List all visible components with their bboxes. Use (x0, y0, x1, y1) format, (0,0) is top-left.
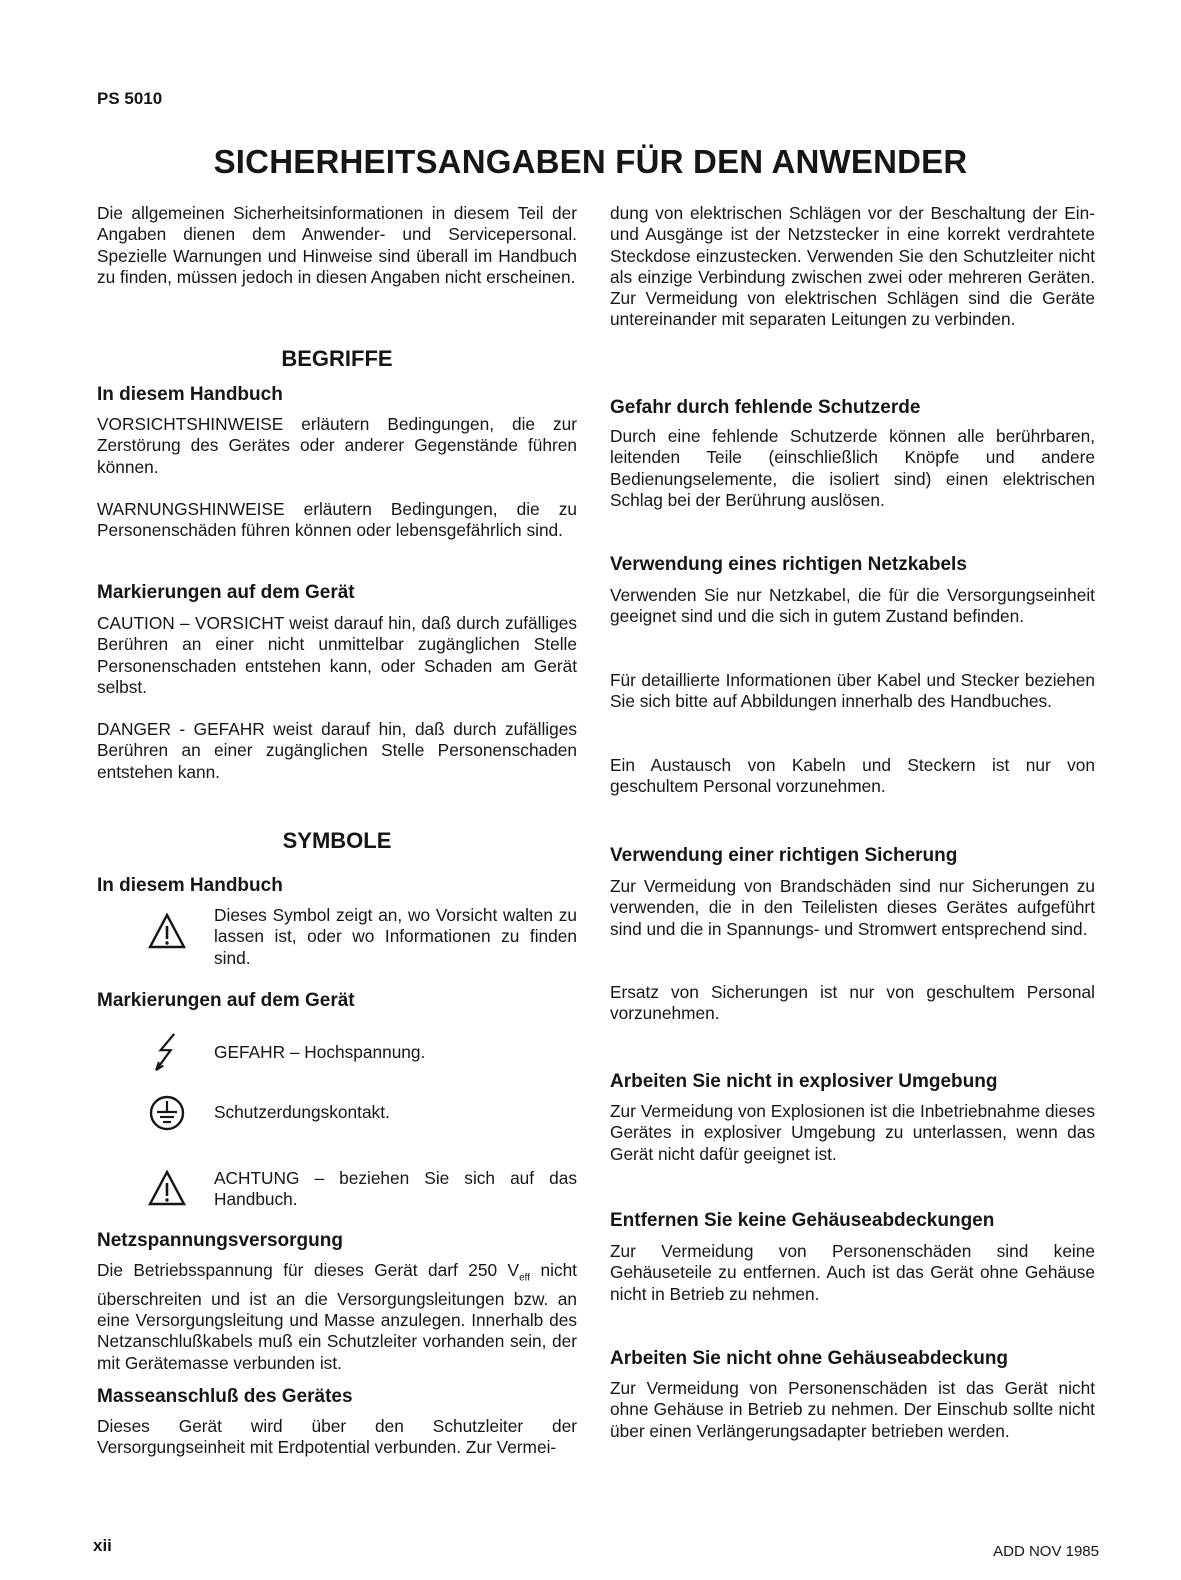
symbole-handbuch-heading: In diesem Handbuch (97, 875, 283, 896)
schutzerde-paragraph: Durch eine fehlende Schutzerde können alle berührbaren, leitenden Teile (einschließlich Knöpfe und andere Bedienungselemente, die isoliert sind) einen elektrischen Schlag bei der Berührung auslösen. (610, 426, 1095, 510)
explosiv-heading: Arbeiten Sie nicht in explosiver Umgebung (610, 1071, 998, 1092)
schutzerde-heading: Gefahr durch fehlende Schutzerde (610, 397, 921, 418)
sicherung-paragraph-1: Zur Vermeidung von Brandschäden sind nur Sicherungen zu verwenden, die in den Teilelisten dieses Gerätes aufgeführt sind und die in Spannungs- und Stromwert entsprechend sind. (610, 876, 1095, 939)
netzkabel-paragraph-1: Verwenden Sie nur Netzkabel, die für die Versorgungseinheit geeignet sind und die sich in gutem Zustand befinden. (610, 585, 1095, 627)
caution-triangle-icon (147, 911, 187, 951)
netzkabel-paragraph-3: Ein Austausch von Kabeln und Steckern ist nur von geschultem Personal vorzunehmen. (610, 755, 1095, 797)
gehaeuseabdeckungen-heading: Entfernen Sie keine Gehäuseabdeckungen (610, 1210, 995, 1231)
gehaeuseabdeckung-heading: Arbeiten Sie nicht ohne Gehäuseabdeckung (610, 1348, 1009, 1369)
symbole-markierungen-heading: Markierungen auf dem Gerät (97, 990, 355, 1011)
danger-paragraph: DANGER - GEFAHR weist darauf hin, daß durch zufälliges Berühren an einer zugänglichen Stelle Personenschaden entstehen kann. (97, 719, 577, 782)
symbol-achtung-row (147, 1166, 577, 1212)
symbol-ground-text: Schutzerdungskontakt. (214, 1102, 390, 1122)
vorsicht-paragraph: VORSICHTSHINWEISE erläutern Bedingungen, die zur Zerstörung des Gerätes oder anderer Gegenstände führen können. (97, 414, 577, 477)
symbol-high-voltage-row (147, 1030, 577, 1078)
masseanschluss-heading: Masseanschluß des Gerätes (97, 1386, 353, 1407)
gehaeuseabdeckung-paragraph: Zur Vermeidung von Personenschäden ist das Gerät nicht ohne Gehäuse in Betrieb zu nehmen. Der Einschub sollte nicht über einen Verlängerungsadapter betrieben werden. (610, 1378, 1095, 1441)
netzspannung-heading: Netzspannungsversorgung (97, 1230, 343, 1251)
masseanschluss-continued-paragraph: dung von elektrischen Schlägen vor der Beschaltung der Ein- und Ausgänge ist der Netzstecker in eine korrekt verdrahtete Steckdose einzustecken. Verwenden Sie den Schutzleiter nicht als einzige Verbindung zwischen zwei oder mehreren Geräten. Zur Vermeidung von elektrischen Schlägen sind die Geräte untereinander mit separaten Leitungen zu verbinden. (610, 203, 1095, 330)
document-id: PS 5010 (97, 89, 163, 108)
masseanschluss-paragraph: Dieses Gerät wird über den Schutzleiter der Versorgungseinheit mit Erdpotential verbunden. Zur Vermei- (97, 1416, 577, 1458)
symbol-caution-row (147, 905, 577, 969)
caution-paragraph: CAUTION – VORSICHT weist darauf hin, daß durch zufälliges Berühren an einer nicht unmittelbar zugänglichen Stelle Personenschaden entstehen kann, oder Schaden am Gerät selbst. (97, 613, 577, 697)
page-number: xii (93, 1536, 112, 1555)
caution-triangle-icon (147, 1168, 187, 1208)
symbol-caution-text: Dieses Symbol zeigt an, wo Vorsicht walten zu lassen ist, oder wo Informationen zu finden sind. (214, 905, 577, 968)
netzkabel-heading: Verwendung eines richtigen Netzkabels (610, 554, 967, 575)
markierungen-heading: Markierungen auf dem Gerät (97, 582, 355, 603)
section-begriffe-heading: BEGRIFFE (281, 346, 393, 371)
page-title: SICHERHEITSANGABEN FÜR DEN ANWENDER (213, 143, 968, 180)
sicherung-paragraph-2: Ersatz von Sicherungen ist nur von geschultem Personal vorzunehmen. (610, 982, 1095, 1024)
warnung-paragraph: WARNUNGSHINWEISE erläutern Bedingungen, die zu Personenschäden führen können oder lebensgefährlich sind. (97, 499, 577, 541)
explosiv-paragraph: Zur Vermeidung von Explosionen ist die Inbetriebnahme dieses Gerätes in explosiver Umgebung zu unterlassen, wenn das Gerät nicht dafür geeignet ist. (610, 1101, 1095, 1164)
revision-date: ADD NOV 1985 (993, 1543, 1099, 1560)
high-voltage-icon (147, 1032, 187, 1072)
netzspannung-paragraph: Die Betriebsspannung für dieses Gerät darf 250 $V_{eff}$ nicht überschreiten und ist an die Versorgungsleitungen bzw. an eine Versorgungsleitung und Masse anzulegen. Innerhalb des Netzanschlußkabels muß ein Schutzleiter vorhanden sein, der mit Gerätemasse verbunden ist. (97, 1260, 577, 1373)
symbol-high-voltage-text: GEFAHR – Hochspannung. (214, 1042, 426, 1062)
protective-ground-icon (147, 1093, 187, 1133)
netzkabel-paragraph-2: Für detaillierte Informationen über Kabel und Stecker beziehen Sie sich bitte auf Abbildungen innerhalb des Handbuches. (610, 670, 1095, 712)
symbol-ground-row (147, 1093, 577, 1133)
symbol-achtung-text: ACHTUNG – beziehen Sie sich auf das Handbuch. (214, 1168, 577, 1210)
handbuch-heading: In diesem Handbuch (97, 384, 283, 405)
intro-paragraph: Die allgemeinen Sicherheitsinformationen in diesem Teil der Angaben dienen dem Anwender- und Servicepersonal. Spezielle Warnungen und Hinweise sind überall im Handbuch zu finden, müssen jedoch in diesen Angaben nicht erscheinen. (97, 203, 577, 287)
gehaeuseabdeckungen-paragraph: Zur Vermeidung von Personenschäden sind keine Gehäuseteile zu entfernen. Auch ist das Gerät ohne Gehäuse nicht in Betrieb zu nehmen. (610, 1241, 1095, 1304)
section-symbole-heading: SYMBOLE (282, 828, 392, 853)
sicherung-heading: Verwendung einer richtigen Sicherung (610, 845, 958, 866)
